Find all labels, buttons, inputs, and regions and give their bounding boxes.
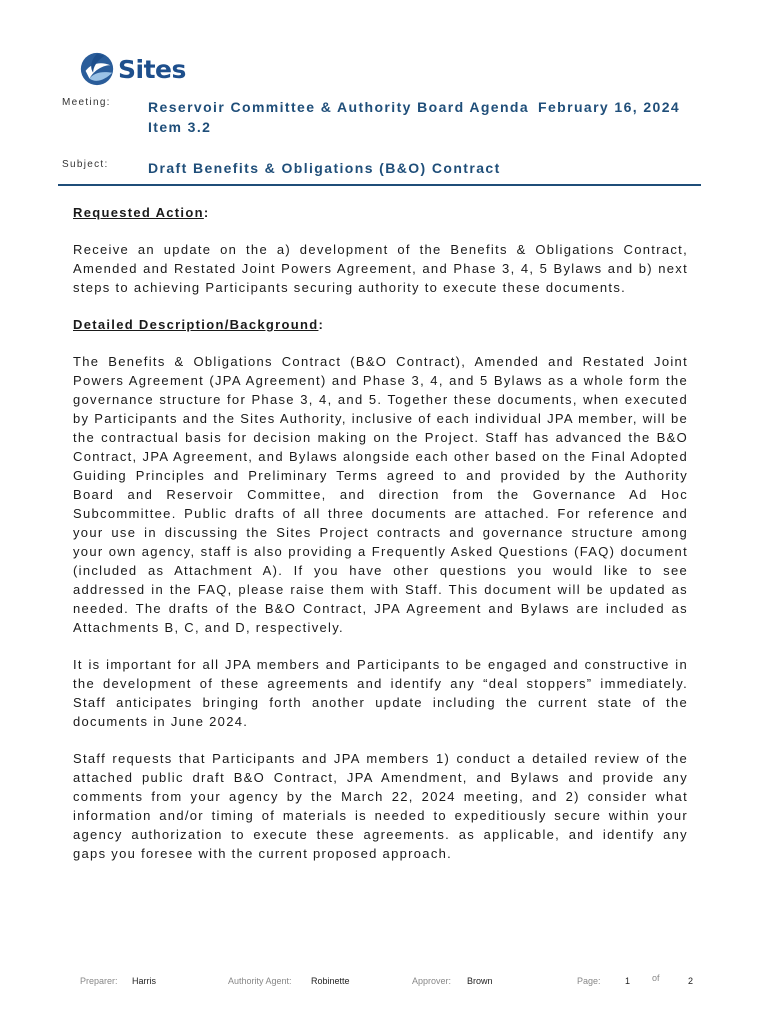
subject-title: Draft Benefits & Obligations (B&O) Contract (148, 160, 501, 176)
approver-label: Approver: (412, 976, 452, 986)
page-footer (0, 973, 770, 992)
meeting-title-line2: Item 3.2 (148, 119, 212, 135)
page-number: 1 (625, 976, 631, 986)
background-heading: Detailed Description/Background: (73, 317, 325, 332)
meeting-title (148, 97, 529, 137)
preparer-label: Preparer: (80, 976, 118, 986)
sites-logo-icon (78, 50, 116, 88)
background-paragraph-3: Staff requests that Participants and JPA members 1) conduct a detailed review of the attached public draft B&O Contract, JPA Amendment, and Bylaws and provide any comments from your agency by the March 22, 2024 meeting, and 2) consider what information and/or timing of materials is needed to expeditiously secure within your agency authorization to execute these agreements. as applicable, and identify any gaps you foresee with the current proposed approach. (73, 751, 688, 861)
approver-value: Brown (467, 976, 493, 986)
page-label: Page: (577, 976, 601, 986)
sites-logo (78, 50, 186, 88)
agent-label: Authority Agent: (228, 976, 292, 986)
document-body (73, 203, 688, 881)
logo-text: Sites (118, 54, 186, 84)
subject-label: Subject: (62, 159, 109, 170)
meeting-title-line1: Reservoir Committee & Authority Board Agenda (148, 99, 530, 115)
page-of-label: of (652, 973, 660, 983)
header-divider (58, 184, 701, 186)
preparer-value: Harris (132, 976, 156, 986)
background-paragraph-1: The Benefits & Obligations Contract (B&O Contract), Amended and Restated Joint Powers Agreement (JPA Agreement) and Phase 3, 4, and 5 Bylaws as a whole form the governance structure for Phase 3, 4, and 5. Together these documents, when executed by Participants and the Sites Authority, inclusive of each individual JPA member, will be the contractual basis for decision making on the Project. Staff has advanced the B&O Contract, JPA Agreement, and Bylaws alongside each other based on the Final Adopted Guiding Principles and Preliminary Terms agreed to and provided by the Authority Board and Reservoir Committee, and direction from the Governance Ad Hoc Subcommittee. Public drafts of all three documents are attached. For reference and your use in discussing the Sites Project contracts and governance structure among your own agency, staff is also providing a Frequently Asked Questions (FAQ) document (included as Attachment A). If you have other questions you would like to see addressed in the FAQ, please raise them with Staff. This document will be updated as needed. The drafts of the B&O Contract, JPA Agreement and Bylaws are included as Attachments B, C, and D, respectively. (73, 354, 688, 635)
agent-value: Robinette (311, 976, 350, 986)
background-paragraph-2: It is important for all JPA members and Participants to be engaged and constructive in the development of these agreements and identify any “deal stoppers” immediately. Staff anticipates bringing forth another update including the current state of the documents in June 2024. (73, 657, 688, 729)
page-total: 2 (688, 976, 694, 986)
requested-action-text: Receive an update on the a) development of the Benefits & Obligations Contract, Amended and Restated Joint Powers Agreement, and Phase 3, 4, 5 Bylaws and b) next steps to achieving Participants securing authority to execute these documents. (73, 242, 688, 295)
meeting-date: February 16, 2024 (538, 99, 681, 115)
requested-action-heading: Requested Action: (73, 205, 210, 220)
meeting-label: Meeting: (62, 97, 111, 108)
